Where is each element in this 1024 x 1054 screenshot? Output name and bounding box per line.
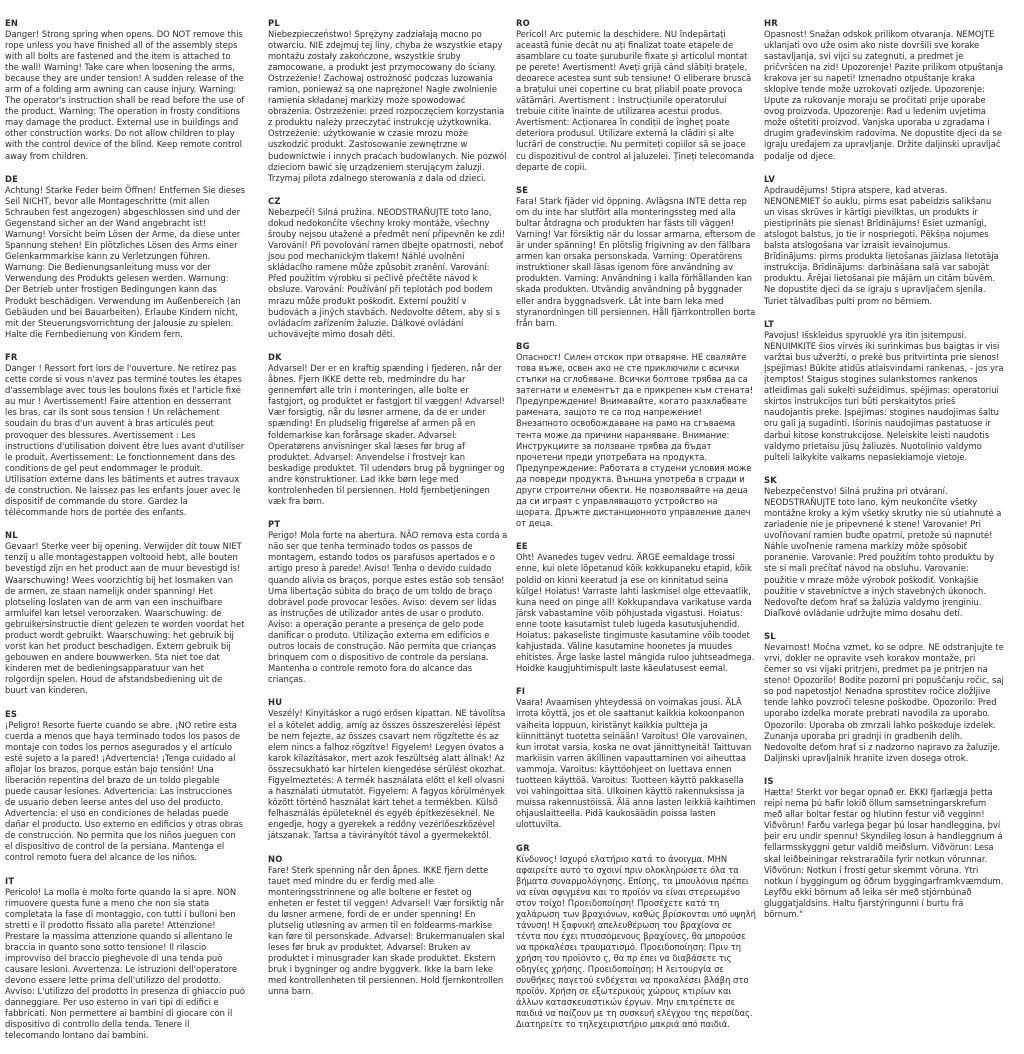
- warning-text: Fare! Sterk spenning når den åpnes. IKKE fjern dette tauet med mindre du er ferdig med alle monteringsstrinnene og alle boltene er festet og enheten er festet til veggen! Advarsel! Vær forsiktig når du løsner armene, fordi de er under spenning! En plutselig utløsning av armen til en foldearms-markise kan føre til personskade. Advarsel: Brukermanualen skal leses før bruk av produktet. Advarsel: Bruken av produktet i minusgrader kan skade produktet. Ekstern bruk i bygninger og andre byggverk. Ikke la barn leke med kontrollenheten til persiennen. Hold fjernkontrollen unna barn.: [268, 864, 505, 997]
- language-section-se: [516, 185, 756, 329]
- language-code: LV: [764, 174, 776, 185]
- language-section-ee: [516, 541, 756, 674]
- column-2: [268, 18, 508, 1010]
- warning-text: Achtung! Starke Feder beim Öffnen! Entfernen Sie dieses Seil NICHT, bevor alle Montageschritte (mit allen Schrauben fest angezogen) abgeschlossen sind und der Gegenstand sicher an der Wand angebracht ist! Warnung! Vorsicht beim Lösen der Arme, da diese unter Spannung stehen! Ein plötzliches Lösen des Arms einer Gelenkarmmarkise kann zu Verletzungen führen. Warnung: Die Bedienungsanleitung muss vor der Verwendung des Produkts gelesen werden. Warnung: Der Betrieb unter frostigen Bedingungen kann das Produkt beschädigen. Verwendung im Außenbereich (an Gebäuden und bei Bauarbeiten). Erlaube Kindern nicht, mit der Steuerungsvorrichtung der Jalousie zu spielen. Halte die Fernbedienung von Kindern fern.: [5, 185, 245, 339]
- language-section-it: [5, 876, 245, 1042]
- language-code: LT: [764, 319, 775, 330]
- language-code: DE: [5, 174, 19, 185]
- language-code: EN: [5, 18, 19, 28]
- language-section-nl: [5, 530, 245, 696]
- warning-text: Vaara! Avaamisen yhteydessä on voimakas jousi. ÄLÄ irrota köyttä, jos et ole saattanut kaikkia kokoonpanon vaiheita loppuun, kiristänyt kaikkia pultteja ja kiinnittänyt tuotetta seinään! Varoitus! Ole varovainen, kun irrotat varsia, koska ne ovat jännittyneitä! Taittuvan markiisin varren äkillinen vapauttaminen voi aiheuttaa vammoja. Varoitus: käyttöohjeet on luettava ennen tuotteen käyttöä. Varoitus: Tuotteen käyttö pakkasella voi vahingoittaa sitä. Ulkoinen käyttö rakennuksissa ja muissa rakennustöissä. Älä anna lasten leikkiä kaihtimen ohjauslaitteella. Pidä kaukosäädin poissa lasten ulottuvilta.: [516, 697, 756, 829]
- warning-text: Opasnost! Snažan odskok prilikom otvaranja. NEMOJTE uklanjati ovo uže osim ako niste dovršili sve korake sastavljanja, svi vijci su zategnuti, a predmet je pričvršćen na zid! Upozorenje! Pazite prilikom otpuštanja krakova jer su napeti! Iznenadno otpuštanje kraka sklopive tende može uzrokovati ozljede. Upozorenje: Upute za rukovanje moraju se pročitati prije uporabe ovog proizvoda. Upozorenje: Rad u ledenim uvjetima može oštetiti proizvod. Vanjska uporaba u zgradama i drugim građevinskim radovima. Ne dopustite djeci da se igraju uređajem za upravljanje. Držite daljinski upravljač podalje od djece.: [764, 29, 1004, 161]
- warning-text: Veszély! Kinyitáskor a rugó erősen kipattan. NE távolítsa el a kötelet addig, amíg az összes összeszerelési lépést be nem fejezte, az összes csavart nem rögzítette és az elem nincs a falhoz rögzítve! Figyelem! Legyen óvatos a karok kilazításakor, mert azok feszültség alatt állnak! Az összecsukható kar hirtelen kiengedése sérülést okozhat. Figyelmeztetés: A termék használata előtt el kell olvasni a használati útmutatót. Figyelem: A fagyos körülmények között történő használat kárt tehet a termékben. Külső felhasználás épületeknél és egyéb építkezéseknél. Ne engedje, hogy a gyerekek a redőny vezérlőeszközével játszanak. Tartsa a távirányítót távol a gyermekektől.: [268, 708, 506, 840]
- language-code: RO: [516, 18, 530, 28]
- language-code: PL: [268, 18, 280, 28]
- language-section-pl: [268, 18, 508, 184]
- language-code: NL: [5, 530, 18, 541]
- column-1: [5, 18, 245, 1054]
- language-code: SE: [516, 185, 529, 196]
- column-4: [764, 18, 1004, 932]
- language-code: PT: [268, 519, 281, 530]
- language-code: HU: [268, 697, 283, 708]
- language-code: BG: [516, 341, 530, 352]
- language-section-bg: [516, 341, 756, 529]
- warning-text: Pericol! Arc puternic la deschidere. NU îndepărtați această funie decât nu ați finalizat toate etapele de asamblare cu toate șuruburile fixate și articolul montat pe perete! Avertisment! Aveți grijă când slăbiți brațele, deoarece acestea sunt sub tensiune! O eliberare bruscă a brațului unei copertine cu braț pliabil poate provoca vătămări. Avertisment : Instrucțiunile operatorului trebuie citite înainte de utilizarea acestui produs. Avertisment: Acționarea în condiții de îngheț poate deteriora produsul. Utilizare externă la clădiri și alte lucrări de construcție. Nu permiteți copiilor să se joace cu dispozitivul de control al jaluzelei. Țineți telecomanda departe de copii.: [516, 29, 755, 172]
- language-code: IS: [764, 776, 774, 787]
- language-section-de: [5, 174, 245, 340]
- language-section-cz: [268, 196, 508, 340]
- language-section-no: [268, 854, 508, 998]
- language-section-sk: [764, 475, 1004, 619]
- warning-text: Hætta! Sterkt vor begar opnað er. EKKI fjarlægja þetta reipi nema þú hafir lokið öllum samsetningarskrefum með allar boltar festar og hlutinn festur við vegginn! Viðvörun! Farðu varlega þegar þú losar handleggina, því þeir eru undir spennu! Skyndileg losun á handleggnum á fellarmsskyggni getur valdið meiðslum. Viðvörun: Lesa skal leiðbeiningar rekstraraðila fyrir notkun vörunnar. Viðvörun: Notkun í frosti getur skemmt vöruna. Ytri notkun í byggingum og öðrum byggingarframkvæmdum. Leyfðu ekki börnum að leika sér með stjórnbúnað gluggatjaldsins. Haltu fjarstýringunni í burtu frá börnum.": [764, 787, 1004, 919]
- language-section-is: [764, 776, 1004, 920]
- language-section-dk: [268, 352, 508, 507]
- language-code: NO: [268, 853, 283, 864]
- language-section-en: [5, 18, 245, 162]
- language-section-ro: [516, 18, 756, 173]
- warning-text: ¡Peligro! Resorte fuerte cuando se abre. ¡NO retire esta cuerda a menos que haya terminado todos los pasos de montaje con todos los pernos asegurados y el artículo esté sujeto a la pared! ¡Advertencia! ¡Tenga cuidado al aflojar los brazos, porque están bajo tensión! Una liberación repentina del brazo de un toldo plegable puede causar lesiones. Advertencia: Las instrucciones de usuario deben leerse antes del uso del producto. Advertencia: el uso en condiciones de heladas puede dañar el producto. Uso externo en edificios y otras obras de construcción. No permita que los niños jueguen con el dispositivo de control de la persiana. Mantenga el control remoto fuera del alcance de los niños.: [5, 719, 243, 863]
- warning-text: Danger ! Ressort fort lors de l'ouverture. Ne retirez pas cette corde si vous n'avez pas terminé toutes les étapes d'assemblage avec tous les boulons fixés et l'article fixé au mur ! Avertissement! Faire attention en desserrant les bras, car ils sont sous tension ! Un relâchement soudain du bras d'un auvent à bras articulés peut provoquer des blessures. Avertissement : Les instructions d'utilisation doivent être lues avant d'utiliser le produit. Avertissement: Le fonctionnement dans des conditions de gel peut endommager le produit. Utilisation externe dans les bâtiments et autres travaux de construction. Ne laissez pas les enfants jouer avec le dispositif de commande du store. Gardez la télécommande hors de portée des enfants.: [5, 363, 245, 517]
- language-code: GR: [516, 842, 530, 853]
- language-section-fr: [5, 352, 245, 518]
- warning-text: Danger! Strong spring when opens. DO NOT remove this rope unless you have finished all of the assembly steps with all bolts are fastened and the item is attached to the wall! Warning! Take care when loosening the arms, because they are under tension! A sudden release of the arm of a folding arm awning can cause injury. Warning: The operator's instruction shall be read before the use of the product. Warning: The operation in frosty conditions may damage the product. External use in buildings and other construction works. Do not allow children to play with the control device of the blind. Keep remote control away from children.: [5, 29, 245, 161]
- language-section-es: [5, 709, 245, 864]
- language-section-fi: [516, 686, 756, 830]
- warning-text: Perigo! Mola forte na abertura. NÃO remova esta corda a não ser que tenha terminado todos os passos de montagem, estando todos os parafusos apertados e o artigo preso à parede! Aviso! Tenha o devido cuidado quando alivia os braços, porque estes estão sob tensão! Uma libertação súbita do braço de um toldo de braço dobrável pode provocar lesões. Aviso: devem ser lidas as instruções de utilizador antes de usar o produto. Aviso: a operação perante a presença de gelo pode danificar o produto. Utilização externa em edifícios e outros locais de construção. Não permita que crianças brinquem com o dispositivo de controle da persiana. Mantenha o controle remoto fora do alcance das crianças.: [268, 530, 508, 684]
- warning-text: Pericolo! La molla è molto forte quando la si apre. NON rimuovere questa fune a meno che non sia stata completata la fase di montaggio, con tutti i bulloni ben stretti e il prodotto fissato alla parete! Attenzione! Prestare la massima attenzione quando si allentano le braccia in quanto sono sotto tensione! Il rilascio improvviso del braccio pieghevole di una tenda può causare lesioni. Avvertenza: Le istruzioni dell'operatore devono essere lette prima dell'utilizzo del prodotto. Avviso: L'utilizzo del prodotto in presenza di ghiaccio può danneggiare. Per uso esterno in vari tipi di edifici e fabbricati. Non permettere ai bambini di giocare con il dispositivo di controllo della tenda. Tenere il telecomando lontano dai bambini.: [5, 886, 246, 1041]
- language-section-hr: [764, 18, 1004, 162]
- warning-text: Apdraudējums! Stipra atspere, kad atveras. NENONEMIET šo auklu, pirms esat pabeidzis salikšanu un visas skrūves ir kārtīgi pievilktas, un produkts ir piestiprināts pie sienas! Brīdinājums! Esiet uzmanīgi, atslogot balstus, jo tie ir nospriegoti. Pēkšņa nojumes balsta atslogošana var izraisīt ievainojumus. Brīdinājums: pirms produkta lietošanas jāizlasa lietotāja instrukcija. Brīdinājums: darbināšana salā var sabojāt produktu. Ārējai lietošanai pie mājām un citām būvēm. Ne dopustite djeci da se igraju s upravljačem sjenila. Turiet tālvadības pulti prom no bērniem.: [764, 185, 999, 306]
- language-section-sl: [764, 631, 1004, 764]
- warning-text: Niebezpieczeństwo! Sprężyny zadziałają mocno po otwarciu. NIE zdejmuj tej liny, chyba że wszystkie etapy montażu zostały zakończone, wszystkie śruby zamocowane, a produkt jest przymocowany do ściany. Ostrzeżenie! Zachowaj ostrożność podczas luzowania ramion, ponieważ są one naprężone! Nagłe zwolnienie ramienia składanej markizy może spowodować obrażenia. Ostrzeżenie: przed rozpoczęciem korzystania z produktu należy przeczytać instrukcję użytkownika. Ostrzeżenie: użytkowanie w czasie mrozu może uszkodzić produkt. Zastosowanie zewnętrzne w budownictwie i innych pracach budowlanych. Nie pozwól dzieciom bawić się urządzeniem sterującym żaluzji. Trzymaj pilota zdalnego sterowania z dala od dzieci.: [268, 29, 507, 183]
- language-code: SK: [764, 475, 777, 486]
- language-section-pt: [268, 519, 508, 685]
- language-section-gr: [516, 843, 756, 1031]
- warning-text: Nebezpečenstvo! Silná pružina pri otváraní. NEODSTRAŇUJTE toto lano, kým neukončíte všetky montážne kroky a kým všetky skrutky nie sú utiahnuté a zariadenie nie je pripevnené k stene! Varovanie! Pri uvoľňovaní ramien buďte opatrní, pretože sú napnuté! Náhle uvoľnenie ramena markízy môže spôsobiť poranenie. Varovanie: Pred použitím tohto produktu by ste si mali prečítať návod na obsluhu. Varovanie: použitie v mraze môže výrobok poškodiť. Vonkajšie použitie v stavebníctve a iných stavebných úkonoch. Nedovoľte deťom hrať sa žalúzia valdymo įrenginiu. Diaľkové ovládanie udržujte mimo dosahu detí.: [764, 486, 1002, 618]
- language-section-lt: [764, 319, 1004, 463]
- warning-text: Опасност! Силен отскок при отваряне. НЕ сваляйте това въже, освен ако не сте приключили с всички стъпки на сглобяване. Всички болтове трябва да са затегнати и елементът да е прикрепен към стената! Предупреждение! Внимавайте, когато разхлабвате рамената, защото те са под напрежение! Внезапното освобождаване на рамо на сгъваема тента може да причини нараняване. Внимание: Инструкциите за ползване трябва да бъдат прочетени преди употребата на продукта. Предупреждение: Работата в студени условия може да повреди продукта. Външна употреба в сгради и други строителни обекти. Не позволявайте на деца да си играят с управляващото устройство на щората. Дръжте дистанционното управление далеч от деца.: [516, 352, 754, 528]
- column-3: [516, 18, 756, 1043]
- language-code: DK: [268, 352, 282, 363]
- warning-text: Gevaar! Sterke veer bij opening. Verwijder dit touw NIET tenzij u alle montagestappen voltooid hebt, alle bouten bevestigd zijn en het product aan de muur bevestigd is! Waarschuwing! Wees voorzichtig bij het losmaken van de armen, ze staan namelijk onder spanning! Het plotseling loslaten van de arm van een inschuifbare armluifel kan letsel veroorzaken. Waarschuwing: de gebruikersinstructie dient gelezen te worden voordat het product wordt gebruikt. Waarschuwing: het gebruik bij vorst kan het product beschadigen. Extern gebruik bij gebouwen en andere bouwwerken. Sta niet toe dat kinderen met de bedieningsapparatuur van het rolgordijn spelen. Houd de afstandsbediening uit de buurt van kinderen.: [5, 541, 245, 695]
- language-code: FR: [5, 352, 18, 363]
- warning-text: Nevarnost! Močna vzmet, ko se odpre. NE odstranjujte te vrvi, dokler ne opravite vseh korakov montaže, pri čemer so vsi vijaki pritrjeni, predmet pa je pritrjen na steno! Opozorilo! Bodite pozorni pri popuščanju ročic, saj so pod napetostjo! Nenadna sprostitev ročice zložljive tende lahko povzroči telesne poškodbe. Opozorilo: Pred uporabo izdelka morate prebrati navodila za uporabo. Opozorilo: Uporaba ob zmrzali lahko poškoduje izdelek. Zunanja uporaba pri gradnji in gradbenih delih. Nedovolte deťom hrať si z nadzorno napravo za žaluzije. Daljinski upravljalnik hranite izven dosega otrok.: [764, 642, 1004, 763]
- language-code: EE: [516, 541, 528, 552]
- language-code: SL: [764, 631, 776, 642]
- warning-text: Advarsel! Der er en kraftig spænding i fjederen, når der åbnes. Fjern IKKE dette reb, medmindre du har gennemført alle trin i monteringen, alle bolte er fastgjort, og produktet er fastgjort til væggen! Advarsel! Vær forsigtig, når du løsner armene, da de er under spænding! En pludselig frigørelse af armen på en foldemarkise kan forårsage skader. Advarsel: Operatørens anvisninger skal læses før brug af produktet. Advarsel: Anvendelse i frostvejr kan beskadige produktet. Til udendørs brug på bygninger og andre konstruktioner. Lad ikke børn lege med kontrolenheden til persiennen. Hold fjernbetjeningen væk fra børn.: [268, 363, 505, 506]
- language-code: CZ: [268, 196, 281, 207]
- language-code: HR: [764, 18, 778, 28]
- warning-text: Fara! Stark fjäder vid öppning. Avlägsna INTE detta rep om du inte har slutfört alla monteringssteg med alla bultar åtdragna och produkten har fästs till väggen! Varning! Var försiktig när du lossar armarna, eftersom de är under spänning! En plötslig frigivning av den fällbara armen kan orsaka personskada. Varning: Operatörens instruktioner skall läsas igenom före användning av produkten. Varning: Användning i kalla förhållanden kan skada produkten. Utvändig användning på byggnader eller andra byggnadsverk. Låt inte barn leka med styranordningen till persiennen. Håll fjärrkontrollen borta från barn.: [516, 196, 756, 328]
- warning-text: Oht! Avanedes tugev vedru. ÄRGE eemaldage trossi enne, kui olete lõpetanud kõik kokkupaneku etapid, kõik poldid on kinni keeratud ja ese on kinnitatud seina külge! Hoiatus! Varraste lahti laskmisel olge ettevaatlik, kuna need on pinge all! Kokkupandava varikatuse varda järsk vabastamine võib põhjustada vigastusi. Hoiatus: enne toote kasutamist tuleb lugeda kasutusjuhendid. Hoiatus: pakaseliste tingimuste kasutamine võib toodet kahjustada. Väline kasutamine hoonetes ja muudes ehitistes. Ärge laske lastel mängida ruloo juhtseadmega. Hoidke kaugjuhtimispult laste käeulatusest eemal.: [516, 552, 755, 673]
- warning-text: Nebezpečí! Silná pružina. NEODSTRAŇUJTE toto lano, dokud nedokončíte všechny kroky montáže, všechny šrouby nejsou utažené a předmět není připevněn ke zdi! Varování! Při povolování ramen dbejte opatrnosti, neboť jsou pod mechanickým tlakem! Náhlé uvolnění skládacího ramene může způsobit zranění. Varování: Před použitím výrobku si pečlivě přečtěte návod k obsluze. Varování: Používání při teplotách pod bodem mrazu může produkt poškodit. Externí použití v budovách a jiných stavbách. Nedovolte dětem, aby si s ovládacím zařízením žaluzie. Dálkové ovládání uchovávejte mimo dosah dětí.: [268, 207, 506, 339]
- language-code: FI: [516, 686, 526, 697]
- language-section-hu: [268, 697, 508, 841]
- language-code: ES: [5, 708, 18, 719]
- warning-text: Pavojus! Išskleidus spyruoklė yra itin įsitempusi. NENUIMKITE šios virvės iki surinkimas bus baigtas ir visi varžtai bus užveržti, o prekė bus pritvirtinta prie sienos! Įspėjimas! Būkite atidūs atlaisvindami rankenas, - jos yra įtemptos! Staigus stogines sulankstomos rankenos atleidimas gali sukelti sužeidimus. spėjimas: operatoriui skirtos instrukcijos turi būti perskaitytos prieš naudojantis preke. Įspėjimas: stogines naudojimas šaltu oru gali ją sugadinti. Išorinis naudojimas pastatuose ir darbui kitose konstrukcijose. Neleiskite leisti naudotis valdymo prietaisu jūsų žaliuzės. Nuotolinio valdymo pulteli laikykite vaikams nepasiekiamoje vietoje.: [764, 330, 1004, 462]
- warning-text: Κίνδυνος! Ισχυρό ελατήριο κατά το άνοιγμα. ΜΗΝ αφαιρείτε αυτό το σχοινί πριν ολοκληρώσετε όλα τα βήματα συναρμολόγησης. Επίσης, τα μπουλόνια πρέπει να είναι σφιγμένα και το προϊόν να είναι στερεωμένο στον τοίχο! Προειδοποίηση! Προσέχετε κατά τη χαλάρωση των βραχιόνων, καθώς βρίσκονται υπό υψηλή τάνυση! Η ξαφνική απελευθέρωση του βραχίονα σε τέντα που έχει πτυσσόμενους βραχίονες, θα μπορούσε να προκαλέσει τραυματισμό. Προειδοποίηση: Πριν τη χρήση του προϊόντο ς, θα πρ έπει να διαβάσετε τις οδηγίες χρήσης. Προειδοποίηση: Η λειτουργία σε συνθήκες παγετού ενδέχεται να προκαλέσει βλάβη στο προϊόν. Χρήση σε εξωτερικούς χώρους κτιρίων και άλλων κατασκευαστικών έργων. Μην επιτρέπετε σε παιδιά να παίζουν με τη συσκευή ελέγχου της περσίδας. Διατηρείτε το τηλεχειριστήριο μακριά από παιδιά.: [516, 853, 756, 1030]
- language-section-lv: [764, 174, 1004, 307]
- language-code: IT: [5, 875, 15, 886]
